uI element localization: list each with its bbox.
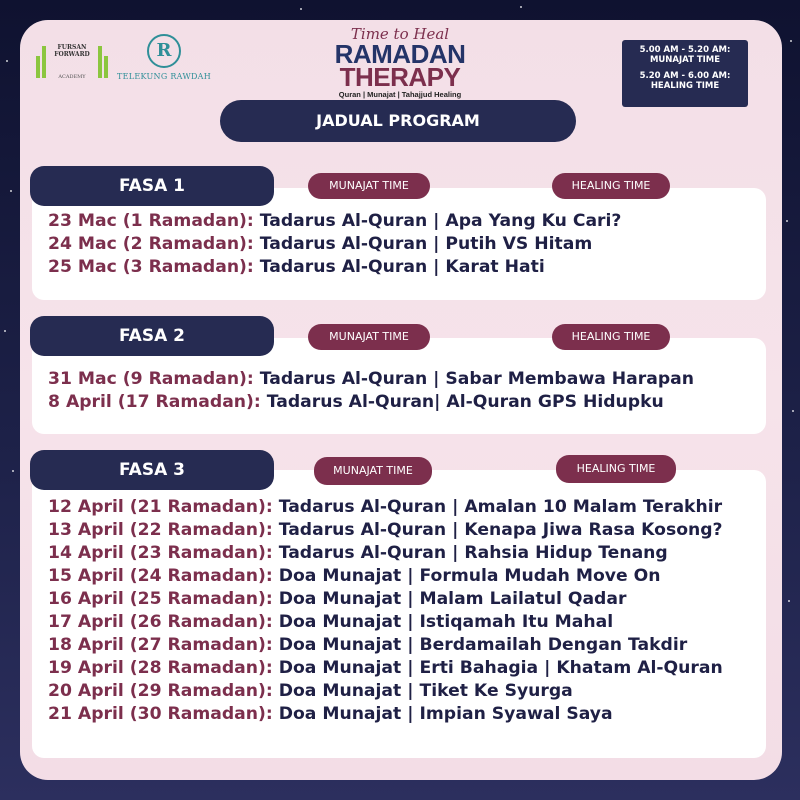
list-item: 17 April (26 Ramadan): Doa Munajat | Istiqamah Itu Mahal: [48, 612, 614, 632]
list-item: 24 Mac (2 Ramadan): Tadarus Al-Quran | Putih VS Hitam: [48, 234, 593, 254]
list-item: 13 April (22 Ramadan): Tadarus Al-Quran | Kenapa Jiwa Rasa Kosong?: [48, 520, 723, 540]
list-item: 21 April (30 Ramadan): Doa Munajat | Impian Syawal Saya: [48, 704, 613, 724]
phase-3-healing-tag: HEALING TIME: [556, 455, 676, 483]
phase-2-label: FASA 2: [30, 316, 274, 356]
list-item: 15 April (24 Ramadan): Doa Munajat | Formula Mudah Move On: [48, 566, 661, 586]
telekung-rawdah-logo: [116, 34, 212, 94]
list-item: 18 April (27 Ramadan): Doa Munajat | Berdamailah Dengan Takdir: [48, 635, 688, 655]
phase-2-list: [48, 368, 694, 414]
list-item: 25 Mac (3 Ramadan): Tadarus Al-Quran | Karat Hati: [48, 257, 545, 277]
phase-2-healing-tag: HEALING TIME: [552, 324, 670, 350]
star-icon: [792, 410, 794, 412]
fursan-forward-logo: [34, 38, 110, 90]
title-script: Time to Heal: [350, 25, 450, 43]
title-tagline: Quran | Munajat | Tahajjud Healing: [338, 90, 462, 99]
logo-left-sub: ACADEMY: [58, 74, 86, 80]
phase-3-list: [48, 496, 723, 726]
phase-1-healing-tag: HEALING TIME: [552, 173, 670, 199]
star-icon: [788, 600, 790, 602]
list-item: 16 April (25 Ramadan): Doa Munajat | Malam Lailatul Qadar: [48, 589, 627, 609]
star-icon: [12, 470, 14, 472]
healing-time-label: HEALING TIME: [650, 81, 720, 91]
healing-time-range: 5.20 AM - 6.00 AM:: [639, 71, 731, 81]
schedule-card: [20, 20, 782, 780]
list-item: 19 April (28 Ramadan): Doa Munajat | Erti Bahagia | Khatam Al-Quran: [48, 658, 723, 678]
munajat-time-range: 5.00 AM - 5.20 AM:: [639, 45, 731, 55]
star-icon: [520, 6, 522, 8]
logo-left-name: FURSAN FORWARD: [54, 44, 90, 58]
star-icon: [300, 8, 302, 10]
time-info-box: [622, 40, 748, 107]
list-item: 23 Mac (1 Ramadan): Tadarus Al-Quran | Apa Yang Ku Cari?: [48, 211, 622, 231]
list-item: 20 April (29 Ramadan): Doa Munajat | Tiket Ke Syurga: [48, 681, 573, 701]
star-icon: [4, 330, 6, 332]
phase-1-list: [48, 210, 621, 279]
title-line-1: RAMADAN: [334, 39, 466, 69]
list-item: 31 Mac (9 Ramadan): Tadarus Al-Quran | Sabar Membawa Harapan: [48, 369, 694, 389]
phase-2-munajat-tag: MUNAJAT TIME: [308, 324, 430, 350]
star-icon: [10, 190, 12, 192]
phase-3-label: FASA 3: [30, 450, 274, 490]
munajat-time-label: MUNAJAT TIME: [649, 55, 721, 65]
title-line-2: THERAPY: [339, 62, 461, 92]
star-icon: [786, 220, 788, 222]
program-title: JADUAL PROGRAM: [220, 100, 576, 142]
phase-1-munajat-tag: MUNAJAT TIME: [308, 173, 430, 199]
list-item: 14 April (23 Ramadan): Tadarus Al-Quran | Rahsia Hidup Tenang: [48, 543, 668, 563]
phase-1-label: FASA 1: [30, 166, 274, 206]
list-item: 8 April (17 Ramadan): Tadarus Al-Quran| Al-Quran GPS Hidupku: [48, 392, 664, 412]
list-item: 12 April (21 Ramadan): Tadarus Al-Quran | Amalan 10 Malam Terakhir: [48, 497, 723, 517]
phase-3-panel: [32, 470, 766, 758]
logo-r-icon: R: [147, 34, 181, 68]
phase-3-munajat-tag: MUNAJAT TIME: [314, 457, 432, 485]
event-title: [320, 26, 480, 99]
logo-right-name: TELEKUNG RAWDAH: [116, 72, 212, 81]
star-icon: [6, 60, 8, 62]
star-icon: [790, 40, 792, 42]
